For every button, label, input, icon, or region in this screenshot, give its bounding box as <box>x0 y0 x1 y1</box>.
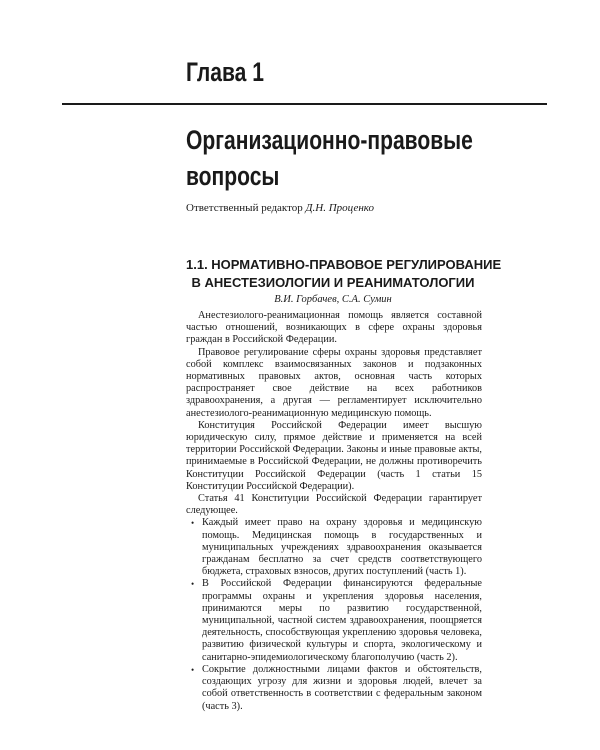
bullet-icon: • <box>191 664 195 675</box>
responsible-editor <box>186 201 374 215</box>
section-heading <box>186 256 502 292</box>
paragraph: Правовое регулирование сферы охраны здоровья представляет собой комплекс взаимосвязанных законов и подзаконных нормативных правовых актов, основная часть которых распространяет свое действие на всех работников здравоохранения, а другая — регламентирует исключительно анестезиолого-реанимационную медицинскую помощь. <box>186 346 482 419</box>
chapter-title-line: вопросы <box>186 161 280 191</box>
chapter-title-line: Организационно-правовые <box>186 125 473 155</box>
bullet-text: В Российской Федерации финансируются федеральные программы охраны и укрепления здоровья населения, принимаются меры по развитию государственной, муниципальной, частной систем здравоохранения, поощряется деятельность, способствующая укреплению здоровья человека, развитию физической культуры и спорта, экологическому и санитарно-эпидемиологическому благополучию (часть 2). <box>202 578 482 663</box>
paragraph: Конституция Российской Федерации имеет высшую юридическую силу, прямое действие и применяется на всей территории Российской Федерации. Законы и иные правовые акты, принимаемые в Российской Федерации, не должны противоречить Конституции Российской Федерации (часть 1 статьи 15 Конституции Российской Федерации). <box>186 419 482 492</box>
bullet-text: Каждый имеет право на охрану здоровья и медицинскую помощь. Медицинская помощь в государственных и муниципальных учреждениях здравоохранения оказывается гражданам бесплатно за счет средств соответствующего бюджета, страховых взносов, других поступлений (часть 1). <box>202 517 482 578</box>
editor-name: Д.Н. Проценко <box>305 202 375 214</box>
editor-prefix: Ответственный редактор <box>186 202 303 214</box>
paragraph: Анестезиолого-реанимационная помощь является составной частью отношений, возникающих в сфере охраны здоровья граждан в Российской Федерации. <box>186 310 482 346</box>
bullet-item <box>191 663 482 713</box>
paragraph: Статья 41 Конституции Российской Федерации гарантирует следующее. <box>186 493 482 517</box>
bullet-item <box>191 578 482 663</box>
bullet-item <box>191 517 482 578</box>
chapter-title <box>186 122 473 194</box>
bullet-text: Сокрытие должностными лицами фактов и обстоятельств, создающих угрозу для жизни и здоровья людей, влечет за собой ответственность в соответствии с федеральным законом (часть 3). <box>202 663 482 712</box>
bullet-icon: • <box>191 518 195 529</box>
section-heading-line: 1.1. НОРМАТИВНО-ПРАВОВОЕ РЕГУЛИРОВАНИЕ <box>186 257 502 272</box>
bullet-icon: • <box>191 579 195 590</box>
chapter-divider <box>62 103 547 105</box>
body-text <box>186 310 482 713</box>
section-authors: В.И. Горбачев, С.А. Сумин <box>274 294 392 305</box>
chapter-label: Глава 1 <box>186 57 264 87</box>
bullet-list <box>186 517 482 712</box>
section-heading-line: В АНЕСТЕЗИОЛОГИИ И РЕАНИМАТОЛОГИИ <box>191 275 475 290</box>
